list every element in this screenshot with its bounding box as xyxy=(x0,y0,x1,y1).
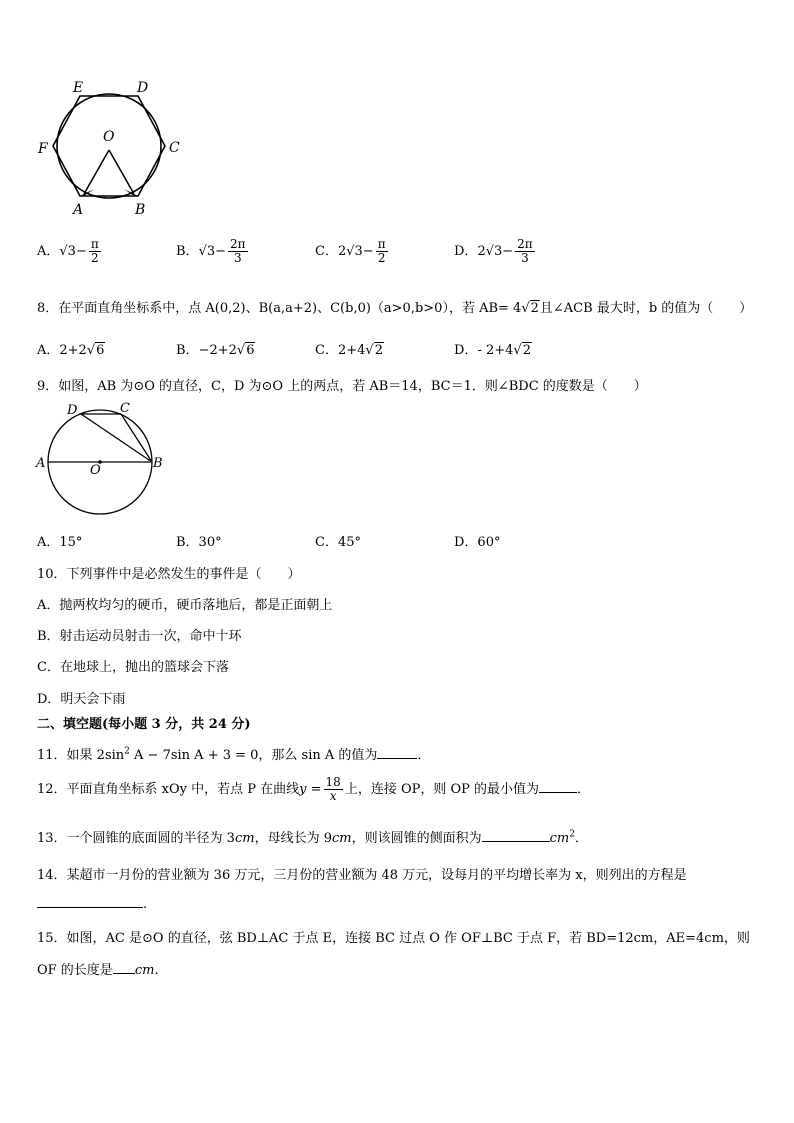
label-a: A xyxy=(73,202,84,218)
q7-option-d: D．2√3− $\frac{2\pi}{3}$ xyxy=(454,237,533,265)
q7-option-b: B．√3− $\frac{2\pi}{3}$ xyxy=(176,237,246,265)
q8-option-d: D．- 2+4√2 xyxy=(454,343,531,358)
q14-answer-blank[interactable] xyxy=(37,895,143,908)
q9-option-a: A．15° xyxy=(37,535,83,550)
q9-option-d: D．60° xyxy=(454,535,501,550)
q13-stem: 13．一个圆锥的底面圆的半径为 3cm，母线长为 9cm，则该圆锥的侧面积为 $cm^2$． xyxy=(37,829,588,846)
segment-oa xyxy=(84,150,109,194)
q10-option-d: D．明天会下雨 xyxy=(37,692,126,707)
fig9-label-o: O xyxy=(90,463,101,478)
q7-option-c: C．2√3− $\frac{\pi}{2}$ xyxy=(315,237,386,265)
label-c: C xyxy=(169,140,180,156)
q8-option-c: C．2+4√2 xyxy=(315,343,383,358)
fig9-label-c: C xyxy=(120,401,130,416)
chord-cb xyxy=(121,414,152,462)
q8-option-a: A．2+2√6 xyxy=(37,343,105,358)
q15-answer-blank[interactable] xyxy=(113,961,135,974)
q9-option-c: C．45° xyxy=(315,535,361,550)
q13-answer-blank[interactable] xyxy=(482,829,550,842)
label-f: F xyxy=(38,141,48,157)
q7-option-a: A．√3− $\frac{\pi}{2}$ xyxy=(37,237,99,265)
q15-line2: OF 的长度是 cm． xyxy=(37,963,168,978)
q10-stem: 10．下列事件中是必然发生的事件是（ ） xyxy=(37,567,301,582)
q10-option-b: B．射击运动员射击一次，命中十环 xyxy=(37,629,242,644)
q9-option-b: B．30° xyxy=(176,535,222,550)
segment-ob xyxy=(109,150,134,194)
q12-answer-blank[interactable] xyxy=(539,780,577,793)
label-b: B xyxy=(135,202,146,218)
hexagon-figure xyxy=(36,76,186,222)
q9-stem: 9．如图，AB 为⊙O 的直径，C，D 为⊙O 上的两点，若 AB＝14，BC＝1．则∠BDC 的度数是（ ） xyxy=(37,379,647,394)
q10-option-a: A．抛两枚均匀的硬币，硬币落地后，都是正面朝上 xyxy=(37,598,333,613)
fig9-label-d: D xyxy=(67,403,78,418)
q8-stem: 8．在平面直角坐标系中，点 A(0,2)、B(a,a+2)、C(b,0)（a>0,b>0），若 AB= 4√2且∠ACB 最大时，b 的值为（ ） xyxy=(37,301,753,316)
label-e: E xyxy=(73,80,84,96)
q12-stem: 12．平面直角坐标系 xOy 中，若点 P 在曲线y = $\frac{18}{x}$ 上，连接 OP，则 OP 的最小值为 ． xyxy=(37,775,591,803)
q14-stem: 14．某超市一月份的营业额为 36 万元，三月份的营业额为 48 万元，设每月的平均增长率为 x，则列出的方程是 xyxy=(37,868,687,883)
q11-answer-blank[interactable] xyxy=(377,746,417,759)
hexagon-circle xyxy=(57,94,161,198)
label-o: O xyxy=(103,129,115,145)
q11-stem: 11．如果 $2\sin^2$ A − 7sin A + 3 = 0，那么 sin A 的值为 ． xyxy=(37,746,431,763)
q14-answer-line[interactable]: . xyxy=(37,895,147,912)
q10-option-c: C．在地球上，抛出的篮球会下落 xyxy=(37,660,229,675)
label-d: D xyxy=(137,80,149,96)
chord-db xyxy=(81,414,152,462)
fig9-label-b: B xyxy=(153,456,163,471)
fig9-label-a: A xyxy=(36,456,46,471)
section-heading: 二、填空题(每小题 3 分，共 24 分) xyxy=(37,717,251,732)
q15-line1: 15．如图，AC 是⊙O 的直径，弦 BD⊥AC 于点 E，连接 BC 过点 O 作 OF⊥BC 于点 F，若 BD=12cm，AE=4cm，则 xyxy=(37,931,750,946)
q8-option-b: B．−2+2√6 xyxy=(176,343,255,358)
circle-figure xyxy=(34,400,169,525)
